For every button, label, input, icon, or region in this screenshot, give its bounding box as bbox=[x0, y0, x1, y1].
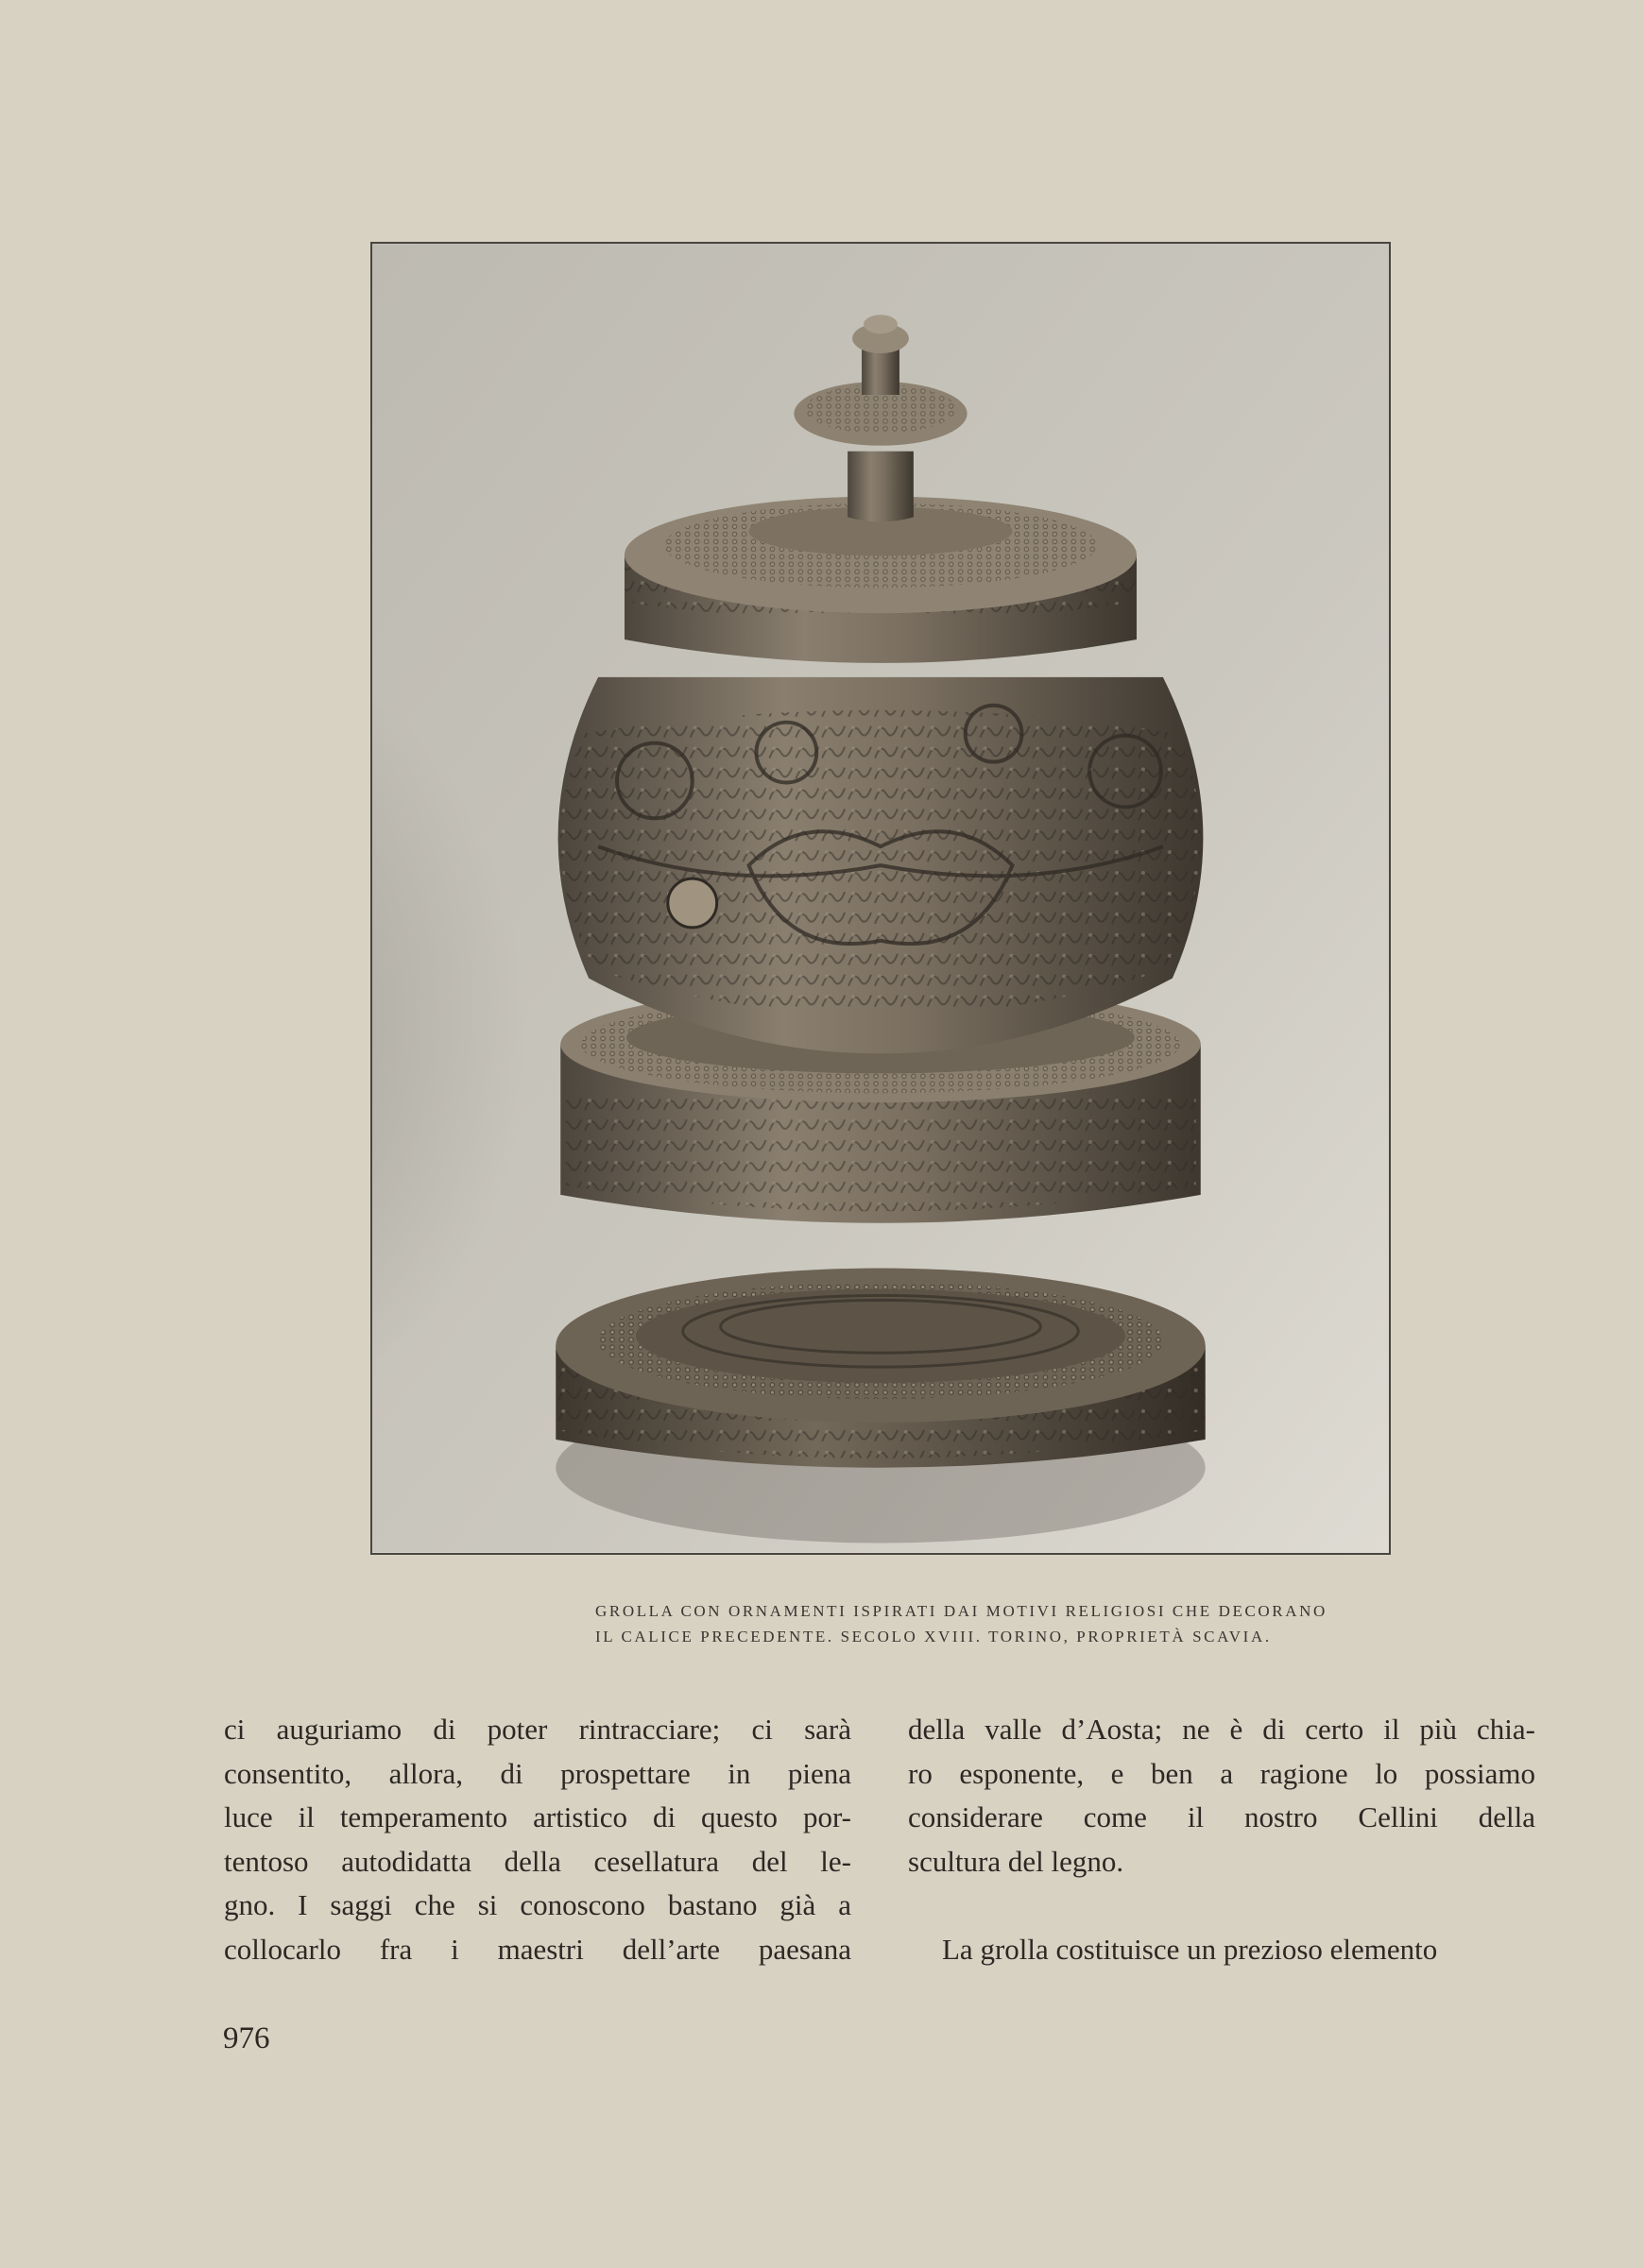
page-number: 976 bbox=[223, 2021, 270, 2055]
paragraph-start: La grolla costituisce un prezioso elemento bbox=[942, 1932, 1438, 1966]
grolla-base bbox=[556, 1269, 1205, 1543]
text-line: della valle d’Aosta; ne è di certo il più chia- bbox=[908, 1713, 1535, 1746]
text-line: luce il temperamento artistico di questo por- bbox=[224, 1800, 851, 1833]
text-line: consentito, allora, di prospettare in piena bbox=[224, 1756, 851, 1790]
caption-line-1: GROLLA CON ORNAMENTI ISPIRATI DAI MOTIVI RELIGIOSI CHE DECORANO bbox=[595, 1602, 1327, 1620]
body-column-left bbox=[224, 1708, 851, 1971]
text-line: scultura del legno. bbox=[908, 1844, 1124, 1878]
text-line: ci auguriamo di poter rintracciare; ci sarà bbox=[224, 1713, 851, 1746]
figure-caption bbox=[595, 1598, 1379, 1649]
text-line: ro esponente, e ben a ragione lo possiamo bbox=[908, 1756, 1535, 1790]
body-column-right bbox=[908, 1708, 1535, 1971]
text-line: tentoso autodidatta della cesellatura del le- bbox=[224, 1844, 851, 1878]
grolla-illustration bbox=[372, 244, 1389, 1553]
text-line: collocarlo fra i maestri dell’arte paesana bbox=[224, 1932, 851, 1966]
grolla-bowl bbox=[558, 677, 1204, 1054]
text-line: gno. I saggi che si conoscono bastano già a bbox=[224, 1888, 851, 1921]
figure-photograph bbox=[370, 242, 1391, 1555]
text-line: considerare come il nostro Cellini della bbox=[908, 1800, 1535, 1833]
caption-line-2: IL CALICE PRECEDENTE. SECOLO XVIII. TORINO, PROPRIETÀ SCAVIA. bbox=[595, 1628, 1272, 1646]
